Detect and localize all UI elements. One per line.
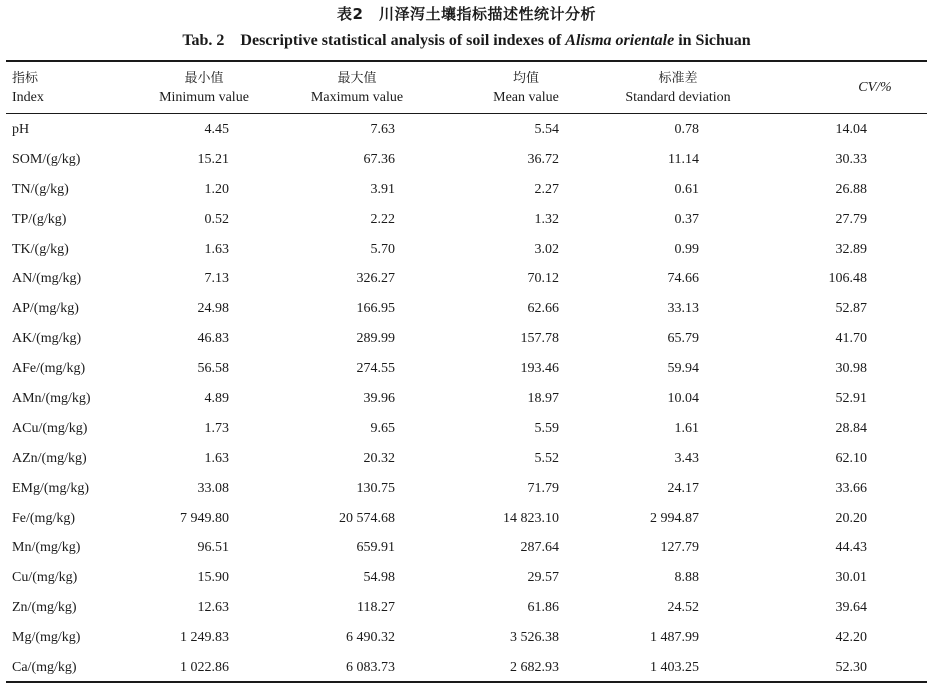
table-row (6, 533, 927, 563)
header-index-cn: 指标 (12, 70, 39, 86)
header-minimum-en: Minimum value (159, 89, 249, 105)
cell-std-dev: 1 487.99 (650, 630, 699, 646)
cell-minimum: 15.21 (197, 151, 229, 167)
caption-en-suffix: in Sichuan (674, 32, 751, 49)
cell-index: Ca/(mg/kg) (12, 659, 77, 675)
cell-maximum: 659.91 (356, 540, 395, 556)
cell-cv: 30.01 (835, 570, 867, 586)
cell-mean: 193.46 (520, 361, 559, 377)
cell-mean: 2 682.93 (510, 659, 559, 675)
table-row (6, 653, 927, 683)
header-minimum (141, 62, 281, 113)
cell-index: SOM/(g/kg) (12, 151, 81, 167)
table-row (6, 504, 927, 534)
cell-std-dev: 8.88 (674, 570, 699, 586)
cell-index: Mg/(mg/kg) (12, 630, 81, 646)
cell-index: Zn/(mg/kg) (12, 600, 77, 616)
cell-std-dev: 0.78 (674, 121, 699, 137)
cell-minimum: 1.20 (204, 181, 229, 197)
cell-std-dev: 127.79 (660, 540, 699, 556)
cell-std-dev: 33.13 (667, 301, 699, 317)
cell-index: TK/(g/kg) (12, 241, 69, 257)
cell-cv: 14.04 (835, 121, 867, 137)
cell-index: ACu/(mg/kg) (12, 420, 88, 436)
cell-cv: 32.89 (835, 241, 867, 257)
cell-mean: 5.52 (534, 450, 559, 466)
cell-std-dev: 2 994.87 (650, 510, 699, 526)
header-std-dev-cn: 标准差 (658, 70, 698, 86)
cell-index: AMn/(mg/kg) (12, 390, 91, 406)
cell-std-dev: 0.99 (674, 241, 699, 257)
cell-minimum: 1.63 (204, 450, 229, 466)
cell-std-dev: 65.79 (667, 331, 699, 347)
table-row (6, 324, 927, 354)
cell-cv: 52.30 (835, 659, 867, 675)
cell-index: AP/(mg/kg) (12, 301, 79, 317)
table-row (6, 113, 927, 145)
cell-cv: 39.64 (835, 600, 867, 616)
cell-std-dev: 3.43 (674, 450, 699, 466)
cell-index: Mn/(mg/kg) (12, 540, 81, 556)
cell-maximum: 6 490.32 (346, 630, 395, 646)
cell-maximum: 2.22 (370, 211, 395, 227)
cell-mean: 5.59 (534, 420, 559, 436)
table-row (6, 264, 927, 294)
cell-cv: 28.84 (835, 420, 867, 436)
cell-index: AK/(mg/kg) (12, 331, 82, 347)
header-cv-en: CV/% (858, 80, 892, 95)
cell-mean: 62.66 (527, 301, 559, 317)
cell-maximum: 130.75 (356, 480, 395, 496)
cell-index: AFe/(mg/kg) (12, 361, 86, 377)
cell-std-dev: 24.52 (667, 600, 699, 616)
cell-cv: 52.91 (835, 390, 867, 406)
cell-maximum: 54.98 (363, 570, 395, 586)
cell-maximum: 5.70 (370, 241, 395, 257)
cell-std-dev: 10.04 (667, 390, 699, 406)
cell-cv: 30.98 (835, 361, 867, 377)
soil-index-stats-table (6, 62, 927, 683)
cell-cv: 62.10 (835, 450, 867, 466)
table-row (6, 205, 927, 235)
table-row (6, 294, 927, 324)
cell-minimum: 24.98 (197, 301, 229, 317)
cell-mean: 70.12 (527, 271, 559, 287)
cell-mean: 5.54 (534, 121, 559, 137)
caption-en-prefix: Tab. 2 Descriptive statistical analysis of soil indexes of (182, 32, 566, 49)
table-body (6, 113, 927, 683)
caption-en-species: Alisma orientale (565, 32, 675, 49)
cell-maximum: 6 083.73 (346, 659, 395, 675)
header-minimum-cn: 最小值 (184, 70, 224, 86)
cell-minimum: 1 022.86 (180, 659, 229, 675)
table-row (6, 235, 927, 265)
cell-maximum: 7.63 (370, 121, 395, 137)
cell-std-dev: 0.61 (674, 181, 699, 197)
table-row (6, 354, 927, 384)
cell-mean: 3 526.38 (510, 630, 559, 646)
table-row (6, 593, 927, 623)
header-mean-en: Mean value (493, 89, 559, 105)
header-index-en: Index (12, 89, 44, 105)
cell-minimum: 7 949.80 (180, 510, 229, 526)
cell-minimum: 56.58 (197, 361, 229, 377)
cell-cv: 30.33 (835, 151, 867, 167)
header-maximum (281, 62, 441, 113)
cell-minimum: 1 249.83 (180, 630, 229, 646)
cell-mean: 61.86 (527, 600, 559, 616)
cell-minimum: 1.63 (204, 241, 229, 257)
table-header-row (6, 62, 927, 113)
cell-std-dev: 11.14 (668, 151, 699, 167)
cell-mean: 3.02 (534, 241, 559, 257)
cell-minimum: 33.08 (197, 480, 229, 496)
cell-maximum: 3.91 (370, 181, 395, 197)
cell-maximum: 39.96 (363, 390, 395, 406)
cell-minimum: 4.45 (204, 121, 229, 137)
cell-mean: 287.64 (520, 540, 559, 556)
header-std-dev (591, 62, 781, 113)
cell-std-dev: 59.94 (667, 361, 699, 377)
cell-index: EMg/(mg/kg) (12, 480, 89, 496)
cell-maximum: 274.55 (356, 361, 395, 377)
cell-mean: 18.97 (527, 390, 559, 406)
cell-cv: 44.43 (835, 540, 867, 556)
cell-index: TN/(g/kg) (12, 181, 69, 197)
cell-mean: 29.57 (527, 570, 559, 586)
cell-index: TP/(g/kg) (12, 211, 67, 227)
cell-cv: 42.20 (835, 630, 867, 646)
cell-minimum: 4.89 (204, 390, 229, 406)
cell-maximum: 20.32 (363, 450, 395, 466)
cell-maximum: 9.65 (370, 420, 395, 436)
cell-mean: 1.32 (534, 211, 559, 227)
table-row (6, 474, 927, 504)
cell-cv: 27.79 (835, 211, 867, 227)
cell-index: AZn/(mg/kg) (12, 450, 87, 466)
cell-maximum: 20 574.68 (339, 510, 395, 526)
header-mean (441, 62, 591, 113)
cell-minimum: 0.52 (204, 211, 229, 227)
cell-maximum: 67.36 (363, 151, 395, 167)
cell-minimum: 15.90 (197, 570, 229, 586)
cell-mean: 14 823.10 (503, 510, 559, 526)
table-row (6, 384, 927, 414)
cell-cv: 20.20 (835, 510, 867, 526)
cell-std-dev: 24.17 (667, 480, 699, 496)
cell-cv: 52.87 (835, 301, 867, 317)
header-std-dev-en: Standard deviation (625, 89, 731, 105)
cell-minimum: 7.13 (204, 271, 229, 287)
cell-index: AN/(mg/kg) (12, 271, 82, 287)
cell-minimum: 1.73 (204, 420, 229, 436)
cell-minimum: 96.51 (197, 540, 229, 556)
table-row (6, 175, 927, 205)
table-row (6, 563, 927, 593)
cell-cv: 41.70 (835, 331, 867, 347)
cell-std-dev: 0.37 (674, 211, 699, 227)
cell-cv: 33.66 (835, 480, 867, 496)
table-caption-en (0, 30, 933, 52)
cell-std-dev: 1.61 (674, 420, 699, 436)
table-row (6, 623, 927, 653)
cell-std-dev: 74.66 (667, 271, 699, 287)
cell-maximum: 166.95 (356, 301, 395, 317)
cell-mean: 36.72 (527, 151, 559, 167)
table-row (6, 414, 927, 444)
cell-maximum: 289.99 (356, 331, 395, 347)
header-maximum-en: Maximum value (310, 89, 404, 105)
cell-std-dev: 1 403.25 (650, 659, 699, 675)
cell-maximum: 326.27 (356, 271, 395, 287)
table-row (6, 444, 927, 474)
cell-cv: 106.48 (828, 271, 867, 287)
cell-index: Cu/(mg/kg) (12, 570, 78, 586)
cell-mean: 2.27 (534, 181, 559, 197)
cell-mean: 71.79 (527, 480, 559, 496)
header-index (6, 62, 141, 113)
table-caption-cn: 表2 川泽泻土壤指标描述性统计分析 (337, 5, 596, 23)
cell-mean: 157.78 (520, 331, 559, 347)
cell-index: Fe/(mg/kg) (12, 510, 75, 526)
table-row (6, 145, 927, 175)
cell-cv: 26.88 (835, 181, 867, 197)
header-maximum-cn: 最大值 (337, 70, 377, 86)
header-cv (781, 62, 927, 113)
cell-index: pH (12, 121, 30, 137)
cell-minimum: 46.83 (197, 331, 229, 347)
cell-minimum: 12.63 (197, 600, 229, 616)
header-mean-cn: 均值 (512, 70, 539, 86)
cell-maximum: 118.27 (357, 600, 395, 616)
